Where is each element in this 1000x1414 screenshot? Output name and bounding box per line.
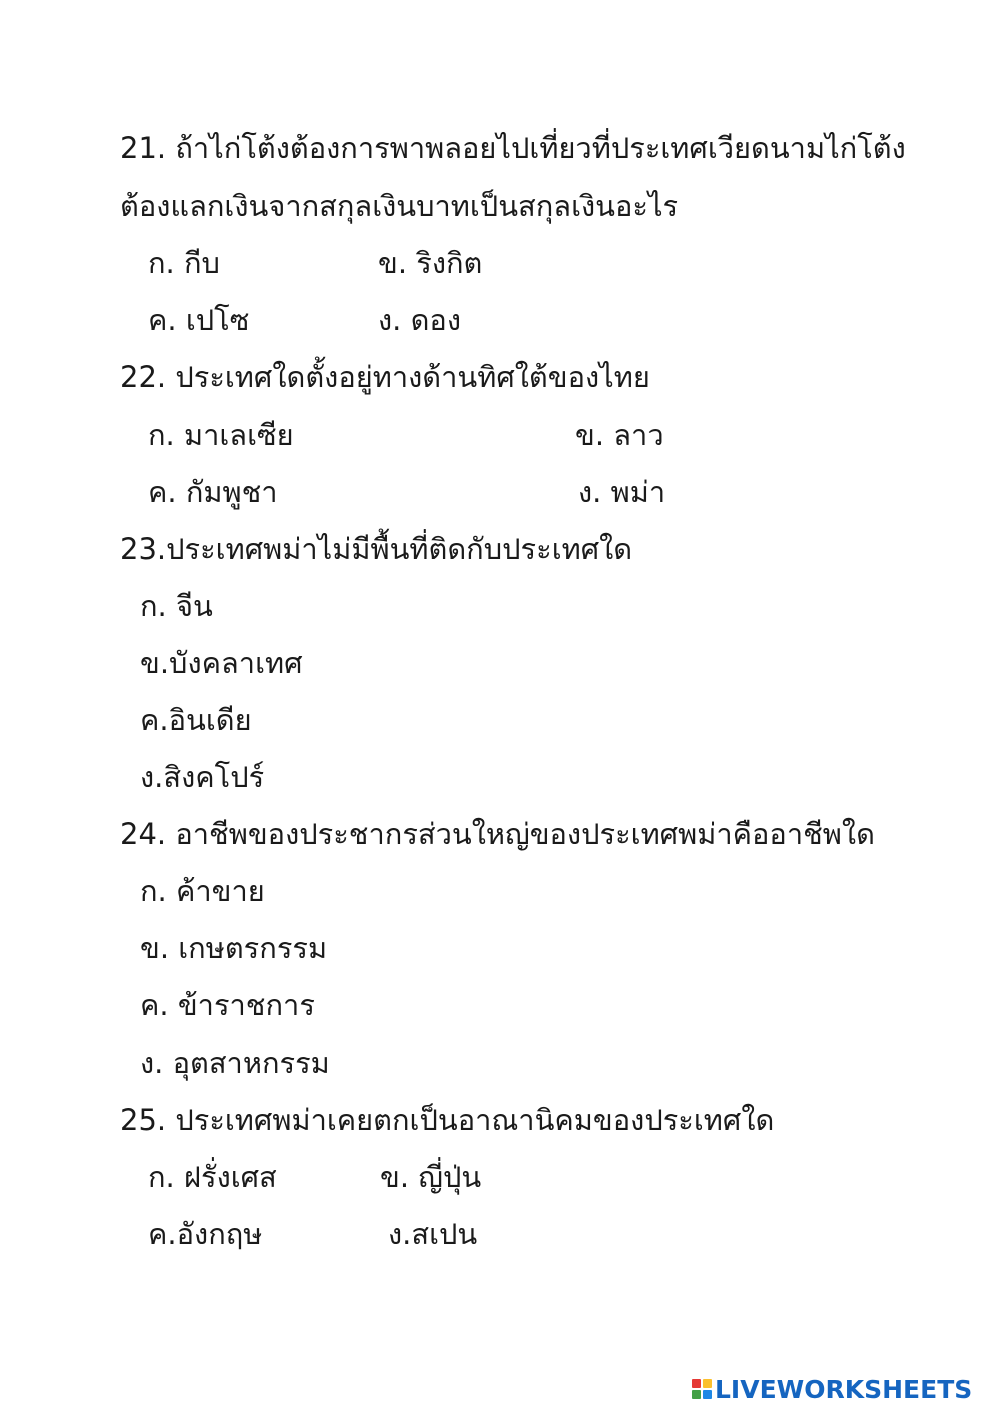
question-22-option-d[interactable]: ง. พม่า [578, 475, 666, 509]
question-21-option-a[interactable]: ก. กีบ [148, 246, 220, 280]
question-23-option-b[interactable]: ข.บังคลาเทศ [140, 646, 303, 680]
question-21-option-d[interactable]: ง. ดอง [378, 303, 462, 337]
question-21-text-line-1: 21. ถ้าไก่โต้งต้องการพาพลอยไปเที่ยวที่ประเทศเวียดนามไก่โต้ง [120, 131, 906, 165]
logo-square-blue [703, 1390, 712, 1399]
logo-square-yellow [703, 1379, 712, 1388]
logo-text: LIVEWORKSHEETS [715, 1374, 973, 1404]
question-23-option-c[interactable]: ค.อินเดีย [140, 703, 252, 737]
question-24-option-d[interactable]: ง. อุตสาหกรรม [140, 1046, 330, 1080]
question-24-option-c[interactable]: ค. ข้าราชการ [140, 988, 315, 1022]
question-21-option-c[interactable]: ค. เปโซ [148, 303, 250, 337]
question-24-option-a[interactable]: ก. ค้าขาย [140, 874, 265, 908]
logo-square-green [692, 1390, 701, 1399]
logo-square-red [692, 1379, 701, 1388]
question-21-option-b[interactable]: ข. ริงกิต [378, 246, 483, 280]
question-25-option-b[interactable]: ข. ญี่ปุ่น [380, 1160, 482, 1194]
question-22-option-a[interactable]: ก. มาเลเซีย [148, 418, 294, 452]
question-22-option-b[interactable]: ข. ลาว [575, 418, 664, 452]
question-25-option-c[interactable]: ค.อังกฤษ [148, 1217, 263, 1251]
question-23-option-a[interactable]: ก. จีน [140, 589, 213, 623]
question-22-text: 22. ประเทศใดตั้งอยู่ทางด้านทิศใต้ของไทย [120, 360, 650, 394]
question-21-text-line-2: ต้องแลกเงินจากสกุลเงินบาทเป็นสกุลเงินอะไร [120, 189, 679, 223]
question-23-option-d[interactable]: ง.สิงคโปร์ [140, 760, 265, 794]
liveworksheets-logo-icon [692, 1379, 712, 1399]
question-25-option-d[interactable]: ง.สเปน [388, 1217, 478, 1251]
question-25-option-a[interactable]: ก. ฝรั่งเศส [148, 1160, 277, 1194]
question-22-option-c[interactable]: ค. กัมพูชา [148, 475, 278, 509]
question-24-text: 24. อาชีพของประชากรส่วนใหญ่ของประเทศพม่าคืออาชีพใด [120, 817, 875, 851]
question-24-option-b[interactable]: ข. เกษตรกรรม [140, 931, 328, 965]
question-23-text: 23.ประเทศพม่าไม่มีพื้นที่ติดกับประเทศใด [120, 532, 633, 566]
liveworksheets-logo [692, 1374, 972, 1404]
question-25-text: 25. ประเทศพม่าเคยตกเป็นอาณานิคมของประเทศใด [120, 1103, 775, 1137]
